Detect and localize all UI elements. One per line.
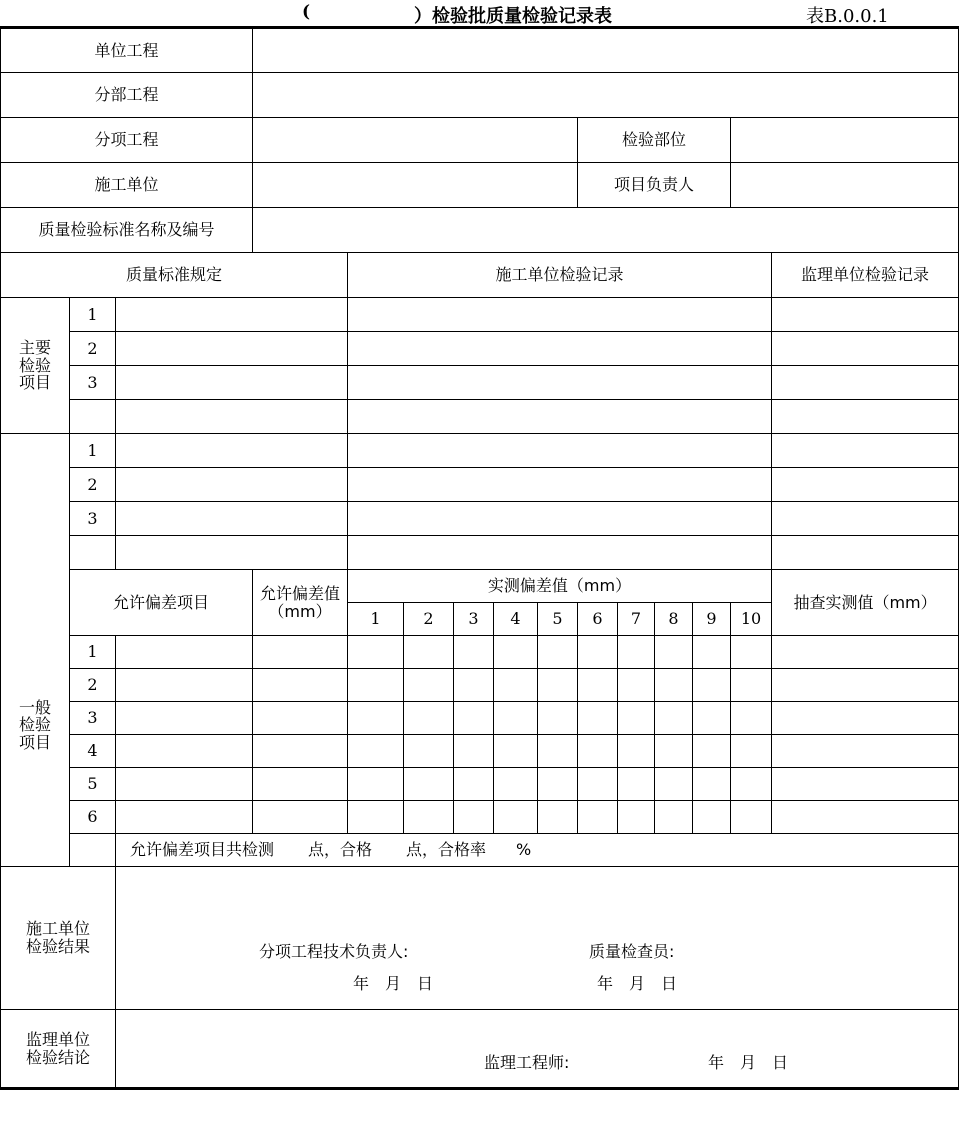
summary-part4: % xyxy=(516,840,532,860)
form-title: ）检验批质量检验记录表 xyxy=(414,6,612,27)
measured-column-number: 10 xyxy=(731,603,772,636)
row-subitem-project xyxy=(1,118,959,163)
general-item-construction-record[interactable] xyxy=(348,468,772,502)
construction-date-1: 年 月 日 xyxy=(353,974,434,993)
measured-cell[interactable] xyxy=(404,768,454,801)
general-item-number xyxy=(70,536,116,570)
general-items-label-line: 项目 xyxy=(18,732,51,752)
measured-cell[interactable] xyxy=(454,801,494,834)
field-unit-project[interactable] xyxy=(253,28,959,73)
label-inspection-location: 检验部位 xyxy=(578,118,731,163)
supervision-result-content[interactable] xyxy=(116,1010,959,1089)
field-division-project[interactable] xyxy=(253,73,959,118)
measured-cell[interactable] xyxy=(348,801,404,834)
row-column-headers xyxy=(1,253,959,298)
measured-cell[interactable] xyxy=(454,702,494,735)
measured-cell[interactable] xyxy=(655,768,693,801)
measured-cell[interactable] xyxy=(454,735,494,768)
tolerance-row xyxy=(1,702,959,735)
tolerance-row-number: 6 xyxy=(70,801,116,834)
inspection-record-table xyxy=(0,26,959,1090)
main-item-supervision-record[interactable] xyxy=(772,332,959,366)
form-code: 表B.0.0.1 xyxy=(806,6,889,27)
supervision-date: 年 月 日 xyxy=(708,1053,789,1072)
label-unit-project: 单位工程 xyxy=(1,28,253,73)
measured-cell[interactable] xyxy=(618,636,655,669)
measured-cell[interactable] xyxy=(538,768,578,801)
tolerance-row-number: 3 xyxy=(70,702,116,735)
general-item-standard[interactable] xyxy=(116,502,348,536)
measured-cell[interactable] xyxy=(578,669,618,702)
main-item-construction-record[interactable] xyxy=(348,366,772,400)
measured-cell[interactable] xyxy=(731,801,772,834)
main-item-standard[interactable] xyxy=(116,298,348,332)
main-item-row xyxy=(1,332,959,366)
tech-leader-label: 分项工程技术负责人: xyxy=(259,942,409,961)
measured-cell[interactable] xyxy=(618,669,655,702)
tolerance-item-cell[interactable] xyxy=(116,636,253,669)
measured-cell[interactable] xyxy=(494,801,538,834)
construction-result-label xyxy=(1,867,116,1010)
measured-cell[interactable] xyxy=(348,702,404,735)
main-items-label-line: 项目 xyxy=(18,373,51,393)
main-item-row xyxy=(1,400,959,434)
tolerance-row xyxy=(1,735,959,768)
measured-cell[interactable] xyxy=(731,768,772,801)
construction-result-label-line: 检验结果 xyxy=(25,937,90,956)
measured-column-number: 4 xyxy=(494,603,538,636)
field-subitem-project[interactable] xyxy=(253,118,578,163)
measured-cell[interactable] xyxy=(404,636,454,669)
supervision-engineer-label: 监理工程师: xyxy=(484,1053,570,1072)
label-standard-name: 质量检验标准名称及编号 xyxy=(1,208,253,253)
tolerance-value-header-line2: （mm） xyxy=(268,601,332,621)
general-items-label xyxy=(1,434,70,867)
main-item-number: 1 xyxy=(70,298,116,332)
general-item-number: 2 xyxy=(70,468,116,502)
tolerance-value-header-line1: 允许偏差值 xyxy=(259,583,340,603)
summary-part3: 点，合格率 xyxy=(406,840,487,860)
supervision-result-label-line: 监理单位 xyxy=(25,1029,90,1049)
main-items-label-line: 检验 xyxy=(18,355,51,375)
tolerance-row-number: 5 xyxy=(70,768,116,801)
tolerance-item-cell[interactable] xyxy=(116,735,253,768)
tolerance-item-cell[interactable] xyxy=(116,669,253,702)
main-item-standard[interactable] xyxy=(116,400,348,434)
measured-cell[interactable] xyxy=(454,636,494,669)
measured-cell[interactable] xyxy=(348,735,404,768)
main-item-number: 3 xyxy=(70,366,116,400)
measured-cell[interactable] xyxy=(494,735,538,768)
general-item-row xyxy=(1,434,959,468)
main-item-standard[interactable] xyxy=(116,366,348,400)
spot-check-cell[interactable] xyxy=(772,735,959,768)
main-item-row xyxy=(1,298,959,332)
general-items-label-line: 一般 xyxy=(18,697,51,717)
measured-column-number: 6 xyxy=(578,603,618,636)
measured-column-number: 1 xyxy=(348,603,404,636)
main-item-supervision-record[interactable] xyxy=(772,298,959,332)
tolerance-row-number: 1 xyxy=(70,636,116,669)
row-unit-project xyxy=(1,28,959,73)
measured-cell[interactable] xyxy=(494,669,538,702)
spot-check-cell[interactable] xyxy=(772,636,959,669)
measured-cell[interactable] xyxy=(494,768,538,801)
measured-cell[interactable] xyxy=(348,636,404,669)
measured-cell[interactable] xyxy=(578,735,618,768)
spot-check-cell[interactable] xyxy=(772,801,959,834)
main-items-label-line: 主要 xyxy=(18,338,51,358)
measured-cell[interactable] xyxy=(731,636,772,669)
field-inspection-location[interactable] xyxy=(731,118,959,163)
measured-cell[interactable] xyxy=(454,669,494,702)
measured-cell[interactable] xyxy=(693,702,731,735)
general-item-row xyxy=(1,536,959,570)
general-items-label-line: 检验 xyxy=(18,715,51,735)
label-subitem-project: 分项工程 xyxy=(1,118,253,163)
measured-cell[interactable] xyxy=(655,702,693,735)
spot-check-cell[interactable] xyxy=(772,702,959,735)
general-item-supervision-record[interactable] xyxy=(772,468,959,502)
general-item-supervision-record[interactable] xyxy=(772,434,959,468)
main-item-supervision-record[interactable] xyxy=(772,400,959,434)
tolerance-value-cell[interactable] xyxy=(253,702,348,735)
tolerance-header-row xyxy=(1,570,959,603)
label-division-project: 分部工程 xyxy=(1,73,253,118)
tolerance-summary-row xyxy=(1,834,959,867)
general-item-row xyxy=(1,502,959,536)
header-construction-record: 施工单位检验记录 xyxy=(348,253,772,298)
general-item-standard[interactable] xyxy=(116,536,348,570)
measured-cell[interactable] xyxy=(618,735,655,768)
summary-part1: 允许偏差项目共检测 xyxy=(130,840,275,860)
tolerance-row xyxy=(1,636,959,669)
measured-cell[interactable] xyxy=(731,669,772,702)
general-item-standard[interactable] xyxy=(116,468,348,502)
row-standard-name xyxy=(1,208,959,253)
measured-column-number: 8 xyxy=(655,603,693,636)
tolerance-item-cell[interactable] xyxy=(116,702,253,735)
summary-blank-cell xyxy=(70,834,116,867)
measured-cell[interactable] xyxy=(578,768,618,801)
main-item-row xyxy=(1,366,959,400)
measured-cell[interactable] xyxy=(348,669,404,702)
label-construction-unit: 施工单位 xyxy=(1,163,253,208)
tolerance-row xyxy=(1,669,959,702)
measured-cell[interactable] xyxy=(538,669,578,702)
main-items-label xyxy=(1,298,70,434)
measured-cell[interactable] xyxy=(404,801,454,834)
measured-cell[interactable] xyxy=(454,768,494,801)
measured-cell[interactable] xyxy=(494,636,538,669)
measured-cell[interactable] xyxy=(578,702,618,735)
construction-result-label-line: 施工单位 xyxy=(25,919,90,939)
measured-cell[interactable] xyxy=(731,702,772,735)
measured-column-number: 2 xyxy=(404,603,454,636)
tolerance-summary xyxy=(116,834,959,867)
spot-check-cell[interactable] xyxy=(772,669,959,702)
measured-cell[interactable] xyxy=(655,636,693,669)
spot-check-cell[interactable] xyxy=(772,768,959,801)
measured-cell[interactable] xyxy=(494,702,538,735)
measured-cell[interactable] xyxy=(655,735,693,768)
summary-part2: 点，合格 xyxy=(308,840,373,860)
measured-cell[interactable] xyxy=(538,636,578,669)
general-item-construction-record[interactable] xyxy=(348,536,772,570)
general-item-standard[interactable] xyxy=(116,434,348,468)
tolerance-item-cell[interactable] xyxy=(116,768,253,801)
general-item-row xyxy=(1,468,959,502)
measured-cell[interactable] xyxy=(618,702,655,735)
general-item-construction-record[interactable] xyxy=(348,502,772,536)
field-project-leader[interactable] xyxy=(731,163,959,208)
measured-cell[interactable] xyxy=(655,801,693,834)
measured-cell[interactable] xyxy=(538,702,578,735)
supervision-result-label xyxy=(1,1010,116,1089)
main-item-construction-record[interactable] xyxy=(348,332,772,366)
measured-cell[interactable] xyxy=(578,636,618,669)
general-item-construction-record[interactable] xyxy=(348,434,772,468)
tolerance-row xyxy=(1,801,959,834)
main-item-supervision-record[interactable] xyxy=(772,366,959,400)
main-item-standard[interactable] xyxy=(116,332,348,366)
field-construction-unit[interactable] xyxy=(253,163,578,208)
measured-column-number: 5 xyxy=(538,603,578,636)
measured-cell[interactable] xyxy=(404,702,454,735)
measured-cell[interactable] xyxy=(731,735,772,768)
tolerance-item-header: 允许偏差项目 xyxy=(70,570,253,636)
measured-cell[interactable] xyxy=(404,669,454,702)
spot-check-header: 抽查实测值（mm） xyxy=(772,570,959,636)
measured-cell[interactable] xyxy=(348,768,404,801)
measured-cell[interactable] xyxy=(655,669,693,702)
tolerance-item-cell[interactable] xyxy=(116,801,253,834)
form-title-bar xyxy=(0,0,959,26)
supervision-result-row xyxy=(1,1010,959,1089)
measured-cell[interactable] xyxy=(538,801,578,834)
measured-cell[interactable] xyxy=(693,636,731,669)
general-item-supervision-record[interactable] xyxy=(772,536,959,570)
row-construction-unit xyxy=(1,163,959,208)
header-supervision-record: 监理单位检验记录 xyxy=(772,253,959,298)
row-division-project xyxy=(1,73,959,118)
tolerance-row-number: 2 xyxy=(70,669,116,702)
measured-cell[interactable] xyxy=(693,735,731,768)
main-item-number: 2 xyxy=(70,332,116,366)
tolerance-row-number: 4 xyxy=(70,735,116,768)
construction-result-row xyxy=(1,867,959,1010)
tolerance-value-header xyxy=(253,570,348,636)
main-item-construction-record[interactable] xyxy=(348,298,772,332)
tolerance-value-cell[interactable] xyxy=(253,801,348,834)
measured-deviation-header: 实测偏差值（mm） xyxy=(348,570,772,603)
measured-cell[interactable] xyxy=(618,801,655,834)
field-standard-name[interactable] xyxy=(253,208,959,253)
measured-cell[interactable] xyxy=(693,801,731,834)
general-item-number: 3 xyxy=(70,502,116,536)
general-item-number: 1 xyxy=(70,434,116,468)
construction-result-content[interactable] xyxy=(116,867,959,1010)
tolerance-value-cell[interactable] xyxy=(253,768,348,801)
construction-date-2: 年 月 日 xyxy=(597,974,678,993)
measured-cell[interactable] xyxy=(693,768,731,801)
measured-column-number: 3 xyxy=(454,603,494,636)
main-item-number xyxy=(70,400,116,434)
measured-cell[interactable] xyxy=(538,735,578,768)
tolerance-value-cell[interactable] xyxy=(253,669,348,702)
supervision-result-label-line: 检验结论 xyxy=(25,1047,90,1067)
measured-cell[interactable] xyxy=(618,768,655,801)
tolerance-value-cell[interactable] xyxy=(253,735,348,768)
title-paren-open: ( xyxy=(302,2,311,22)
inspector-label: 质量检查员: xyxy=(589,942,675,961)
measured-cell[interactable] xyxy=(404,735,454,768)
tolerance-value-cell[interactable] xyxy=(253,636,348,669)
measured-column-number: 9 xyxy=(693,603,731,636)
measured-column-number: 7 xyxy=(618,603,655,636)
tolerance-row xyxy=(1,768,959,801)
measured-cell[interactable] xyxy=(578,801,618,834)
header-quality-standard: 质量标准规定 xyxy=(1,253,348,298)
label-project-leader: 项目负责人 xyxy=(578,163,731,208)
general-item-supervision-record[interactable] xyxy=(772,502,959,536)
measured-cell[interactable] xyxy=(693,669,731,702)
main-item-construction-record[interactable] xyxy=(348,400,772,434)
